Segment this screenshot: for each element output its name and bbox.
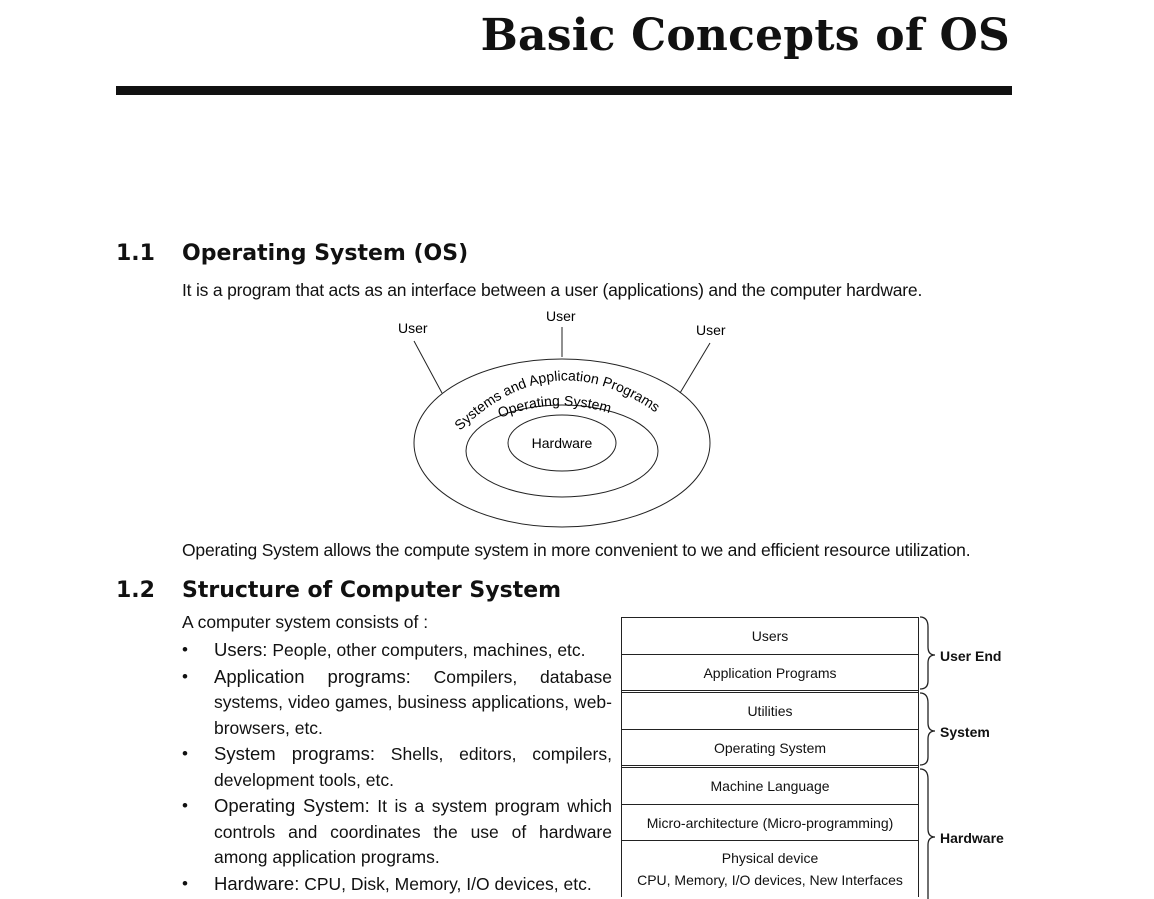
user-label: User [696,322,726,338]
user-end-bracket [920,617,935,689]
title-rule [116,86,1012,95]
hardware-bracket [920,769,935,899]
layer-physical-device: Physical device CPU, Memory, I/O devices, New Interfaces [637,850,903,888]
system-bracket [920,693,935,765]
middle-ring [466,405,658,497]
section-title: Operating System (OS) [182,241,469,266]
user-label: User [398,320,428,336]
group-brackets [918,615,940,899]
group-label-hardware: Hardware [940,830,1004,846]
structure-intro: A computer system consists of : [182,612,429,632]
structure-stack [621,617,919,897]
component-list [182,637,612,897]
item-term: Hardware: [214,872,300,894]
outer-ring-label: Systems and Application Programs [451,367,664,434]
list-item [182,637,612,664]
core-label: Hardware [531,435,593,451]
list-item [182,871,612,898]
list-item [182,793,612,871]
list-item [182,664,612,742]
section-title: Structure of Computer System [182,578,562,603]
item-text: It is a system program which controls and coordinates the use of hardware among application programs. [214,796,612,867]
os-summary: Operating System allows the compute system in more convenient to we and efficient resource utilization. [182,540,971,560]
os-layer-diagram [380,305,740,535]
item-term: System programs: [214,743,376,764]
item-text: Shells, editors, compilers, development tools, etc. [214,744,612,790]
item-term: Users: [214,639,268,660]
user-connector-line [680,343,710,393]
item-term: Application programs: [214,665,411,687]
layer-users: Users [622,618,918,655]
item-text: CPU, Disk, Memory, I/O devices, etc. [299,873,592,894]
group-label-system: System [940,724,990,740]
group-label-user-end: User End [940,648,1002,664]
chapter-title: Basic Concepts of OS [480,10,1010,61]
layer-micro-architecture: Micro-architecture (Micro-programming) [622,805,918,841]
item-term: Operating System: [214,795,370,816]
item-text: Compilers, database systems, video games, business applications, web-browsers, etc. [214,666,612,738]
layer-utilities: Utilities [622,693,918,730]
user-label: User [546,308,576,324]
list-item [182,741,612,793]
item-text: People, other computers, machines, etc. [267,640,586,660]
layer-machine-language: Machine Language [622,768,918,805]
os-definition: It is a program that acts as an interface between a user (applications) and the computer hardware. [182,280,923,300]
section-number: 1.2 [116,578,155,603]
middle-ring-label: Operating System [495,392,614,421]
layer-application-programs: Application Programs [622,655,918,693]
user-connector-line [414,341,442,393]
layer-operating-system: Operating System [622,730,918,768]
section-number: 1.1 [116,241,155,266]
